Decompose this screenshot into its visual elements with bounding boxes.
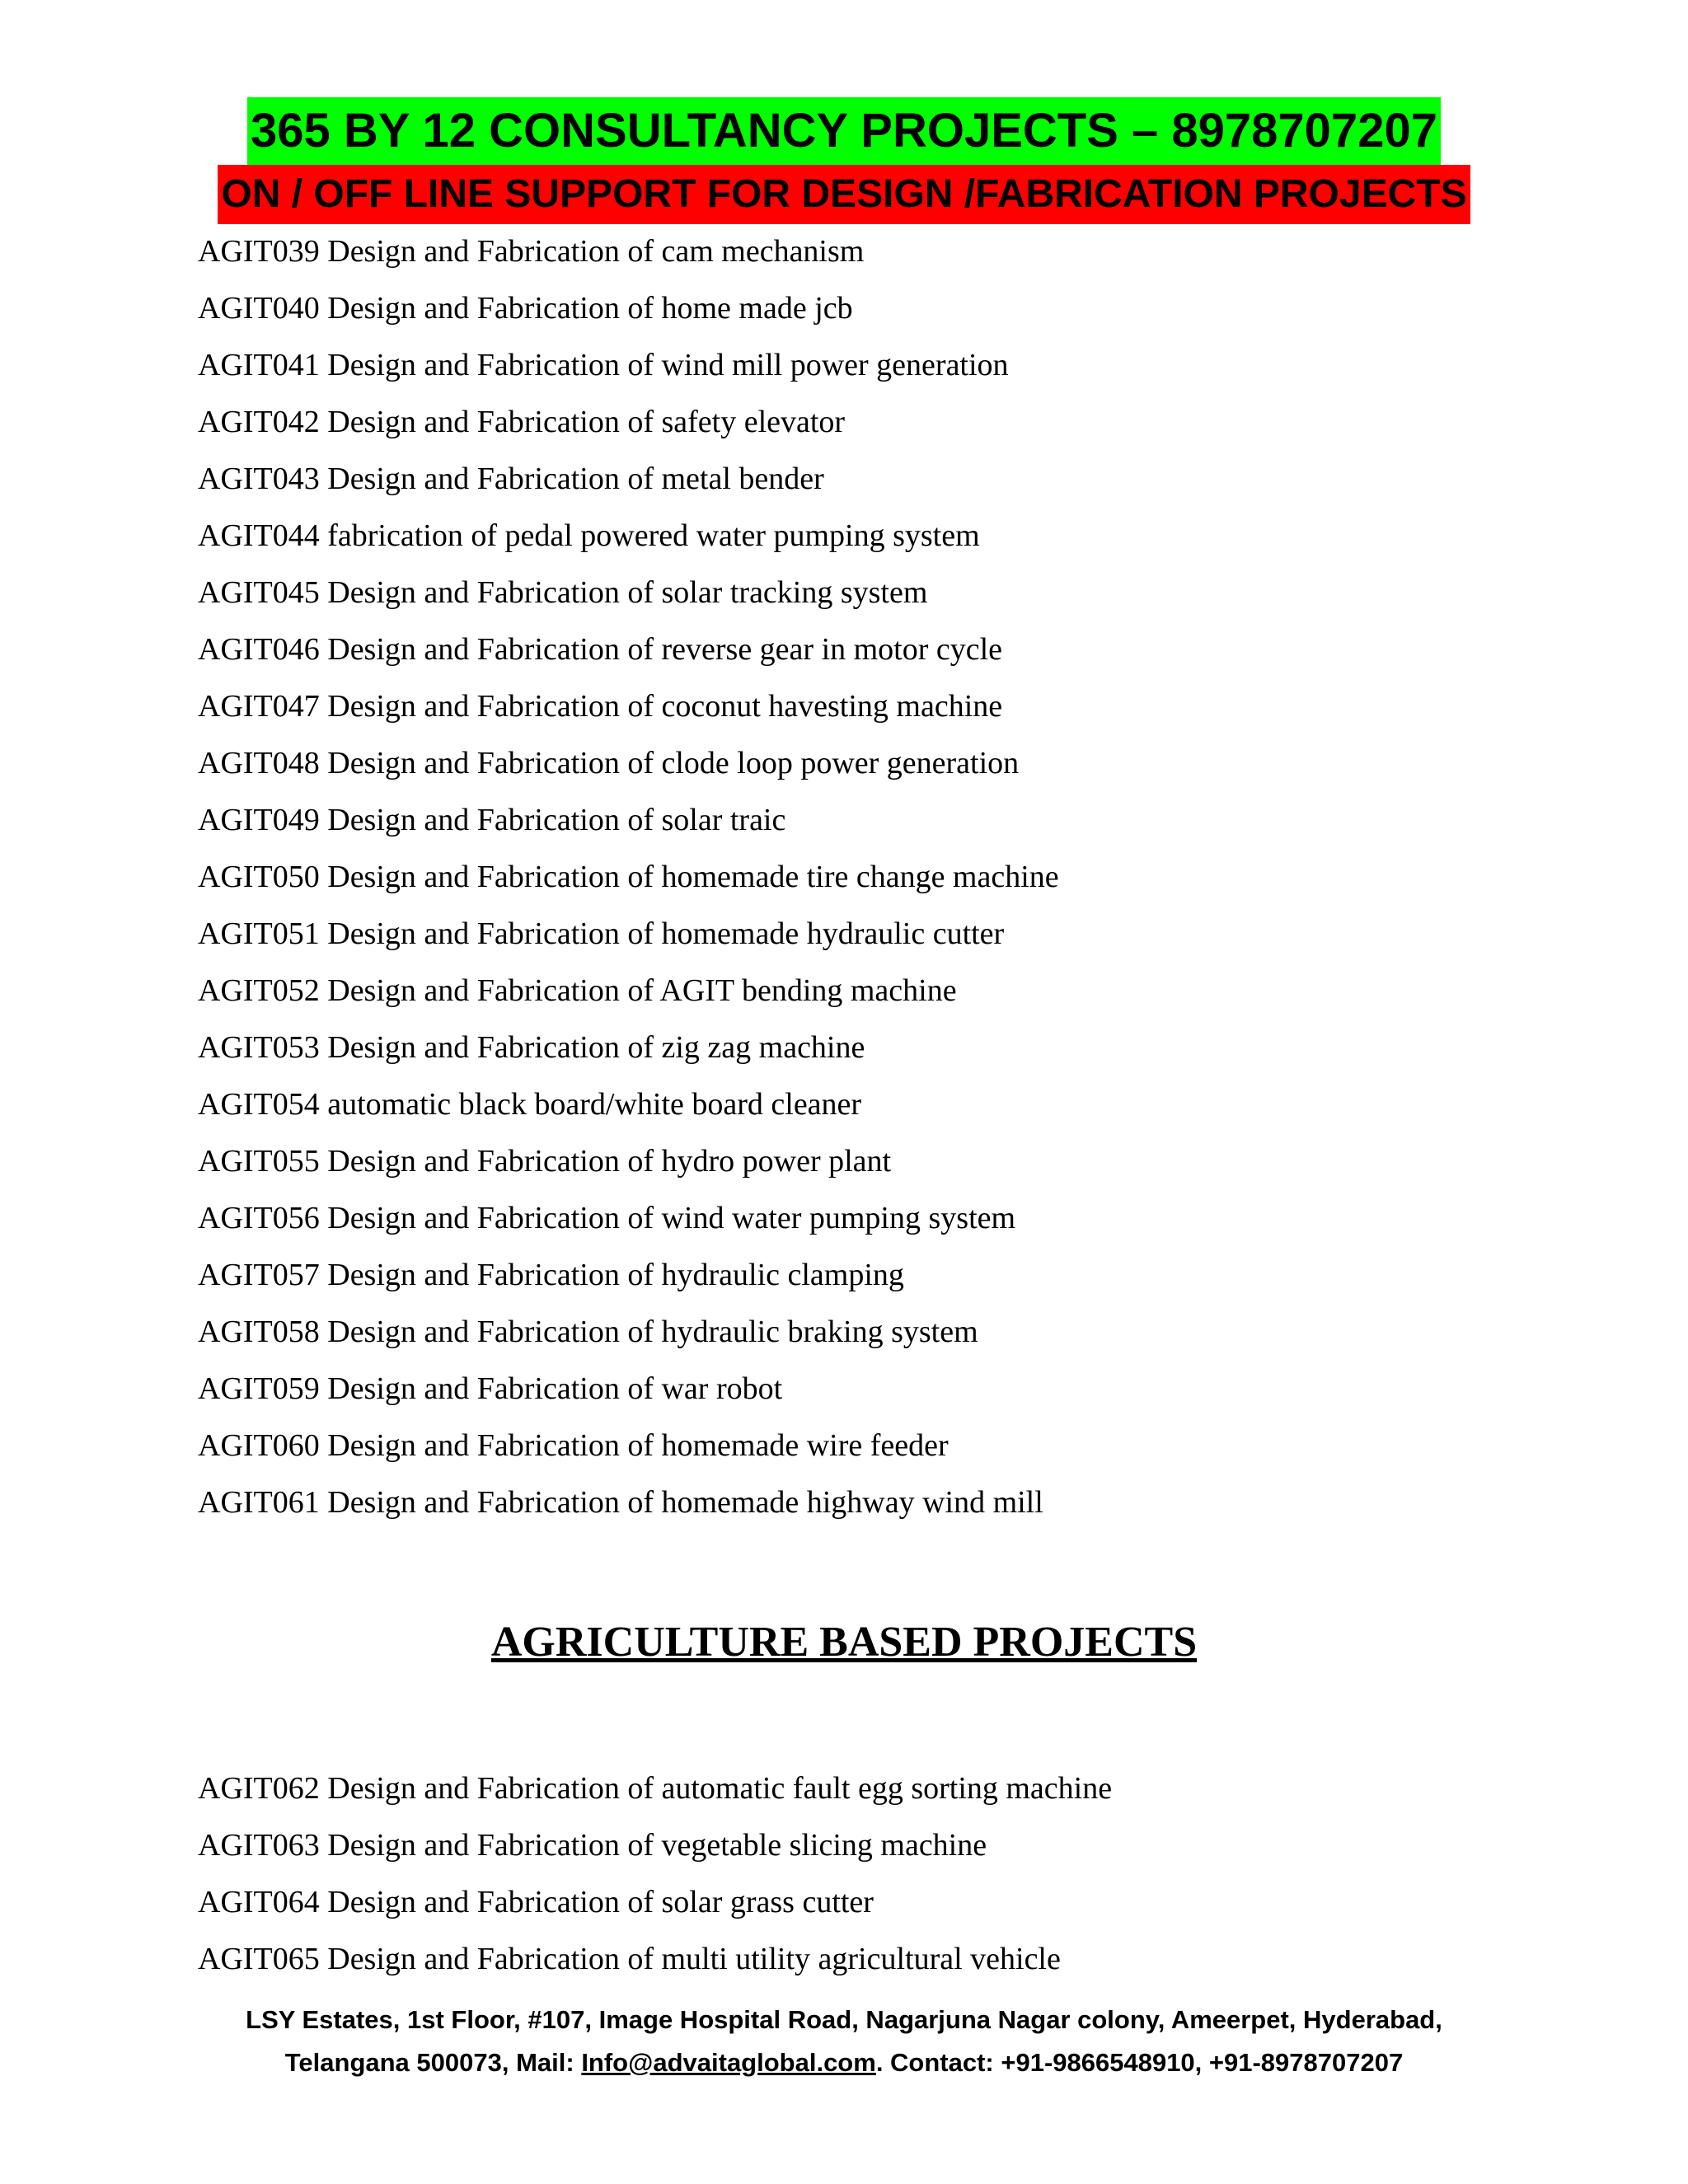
page-title: 365 BY 12 CONSULTANCY PROJECTS – 8978707207 <box>247 97 1441 165</box>
project-item: AGIT062 Design and Fabrication of automatic fault egg sorting machine <box>198 1771 1113 1806</box>
project-item: AGIT065 Design and Fabrication of multi utility agricultural vehicle <box>198 1942 1061 1976</box>
project-item: AGIT063 Design and Fabrication of vegetable slicing machine <box>198 1828 987 1863</box>
page-header <box>0 97 1688 224</box>
email-link[interactable]: Info@advaitaglobal.com <box>581 2048 876 2077</box>
project-item: AGIT049 Design and Fabrication of solar traic <box>198 803 786 837</box>
project-item: AGIT057 Design and Fabrication of hydraulic clamping <box>198 1258 904 1292</box>
project-item: AGIT052 Design and Fabrication of AGIT bending machine <box>198 973 957 1008</box>
project-item: AGIT043 Design and Fabrication of metal bender <box>198 462 824 496</box>
project-item: AGIT060 Design and Fabrication of homemade wire feeder <box>198 1428 949 1463</box>
project-item: AGIT044 fabrication of pedal powered water pumping system <box>198 518 980 553</box>
project-list-agriculture <box>198 1760 1112 1988</box>
project-item: AGIT039 Design and Fabrication of cam mechanism <box>198 234 865 269</box>
project-item: AGIT058 Design and Fabrication of hydraulic braking system <box>198 1315 978 1349</box>
footer-contact-line <box>0 2041 1688 2084</box>
section-heading-agriculture: AGRICULTURE BASED PROJECTS <box>490 1619 1198 1666</box>
project-item: AGIT053 Design and Fabrication of zig zag machine <box>198 1030 865 1065</box>
project-item: AGIT051 Design and Fabrication of homemade hydraulic cutter <box>198 916 1005 951</box>
project-item: AGIT045 Design and Fabrication of solar tracking system <box>198 575 928 610</box>
page-subtitle: ON / OFF LINE SUPPORT FOR DESIGN /FABRICATION PROJECTS <box>218 165 1470 224</box>
project-item: AGIT059 Design and Fabrication of war robot <box>198 1371 783 1406</box>
project-item: AGIT056 Design and Fabrication of wind water pumping system <box>198 1201 1016 1235</box>
project-item: AGIT048 Design and Fabrication of clode loop power generation <box>198 746 1020 780</box>
project-item: AGIT061 Design and Fabrication of homemade highway wind mill <box>198 1485 1043 1520</box>
project-item: AGIT054 automatic black board/white board cleaner <box>198 1087 862 1122</box>
project-item: AGIT041 Design and Fabrication of wind mill power generation <box>198 348 1009 382</box>
project-list-general <box>198 223 1059 1531</box>
project-item: AGIT064 Design and Fabrication of solar grass cutter <box>198 1885 874 1919</box>
footer-phone-numbers: . Contact: +91-9866548910, +91-8978707207 <box>875 2048 1404 2077</box>
project-item: AGIT050 Design and Fabrication of homemade tire change machine <box>198 860 1059 894</box>
project-item: AGIT046 Design and Fabrication of reverse gear in motor cycle <box>198 632 1003 667</box>
project-item: AGIT055 Design and Fabrication of hydro power plant <box>198 1144 892 1179</box>
footer-address-continued: Telangana 500073, Mail: <box>284 2048 582 2077</box>
footer-address-line: LSY Estates, 1st Floor, #107, Image Hospital Road, Nagarjuna Nagar colony, Ameerpet, Hyderabad, <box>246 2005 1442 2034</box>
page-footer <box>0 1999 1688 2084</box>
project-item: AGIT047 Design and Fabrication of coconut havesting machine <box>198 689 1003 724</box>
project-item: AGIT040 Design and Fabrication of home made jcb <box>198 291 853 326</box>
project-item: AGIT042 Design and Fabrication of safety elevator <box>198 405 846 439</box>
